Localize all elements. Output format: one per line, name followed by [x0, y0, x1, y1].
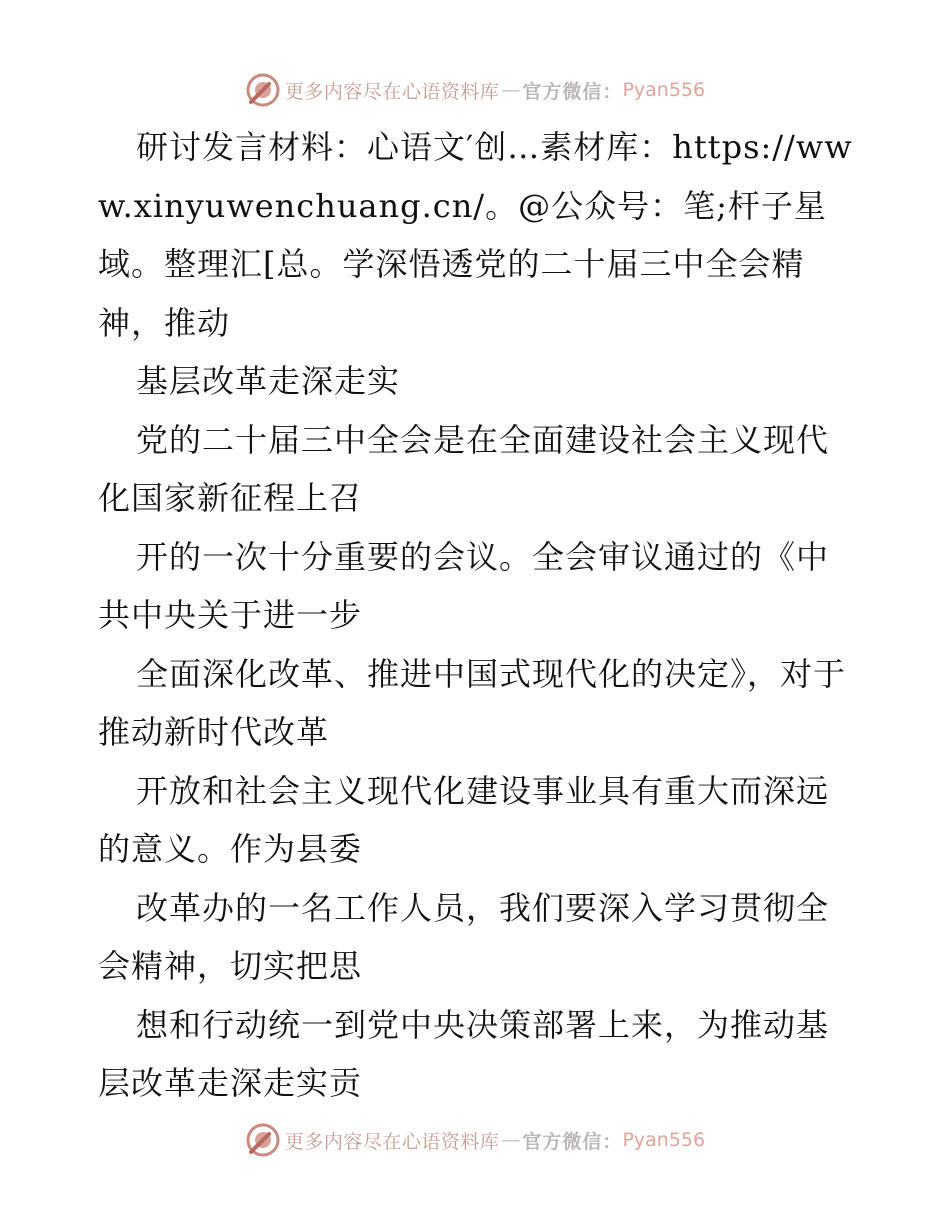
logo-icon — [245, 1122, 281, 1158]
banner-main-text: 更多内容尽在心语资料库 — [284, 1130, 500, 1153]
paragraph: 全面深化改革、推进中国式现代化的决定》，对于推动新时代改革 — [98, 654, 847, 751]
banner-sub-text: 官方微信： — [522, 80, 623, 103]
footer-watermark — [0, 1120, 950, 1160]
paragraph: 开放和社会主义现代化建设事业具有重大而深远的意义。作为县委 — [98, 771, 830, 868]
logo-icon — [245, 72, 281, 108]
paragraph: 党的二十届三中全会是在全面建设社会主义现代化国家新征程上召 — [98, 420, 830, 517]
banner-dash: — — [501, 79, 521, 101]
paragraph: 研讨发言材料：心语文′创…素材库：https://www.xinyuwenchuang.cn/。@公众号：笔;杆子星域。整理汇[总。学深悟透党的二十届三中全会精神，推动 — [98, 128, 853, 342]
paragraph: 改革办的一名工作人员，我们要深入学习贯彻全会精神，切实把思 — [98, 888, 830, 985]
banner-main-text: 更多内容尽在心语资料库 — [284, 80, 500, 103]
banner-wechat-id: Pyan556 — [622, 79, 706, 101]
header-watermark — [0, 70, 950, 110]
banner-wechat-id: Pyan556 — [622, 1129, 706, 1151]
paragraph: 基层改革走深走实 — [136, 362, 401, 400]
document-body — [98, 118, 858, 1113]
banner-sub-text: 官方微信： — [522, 1130, 623, 1153]
paragraph: 想和行动统一到党中央决策部署上来，为推动基层改革走深走实贡 — [98, 1005, 830, 1102]
paragraph: 开的一次十分重要的会议。全会审议通过的《中共中央关于进一步 — [98, 537, 830, 634]
banner-dash: — — [501, 1129, 521, 1151]
